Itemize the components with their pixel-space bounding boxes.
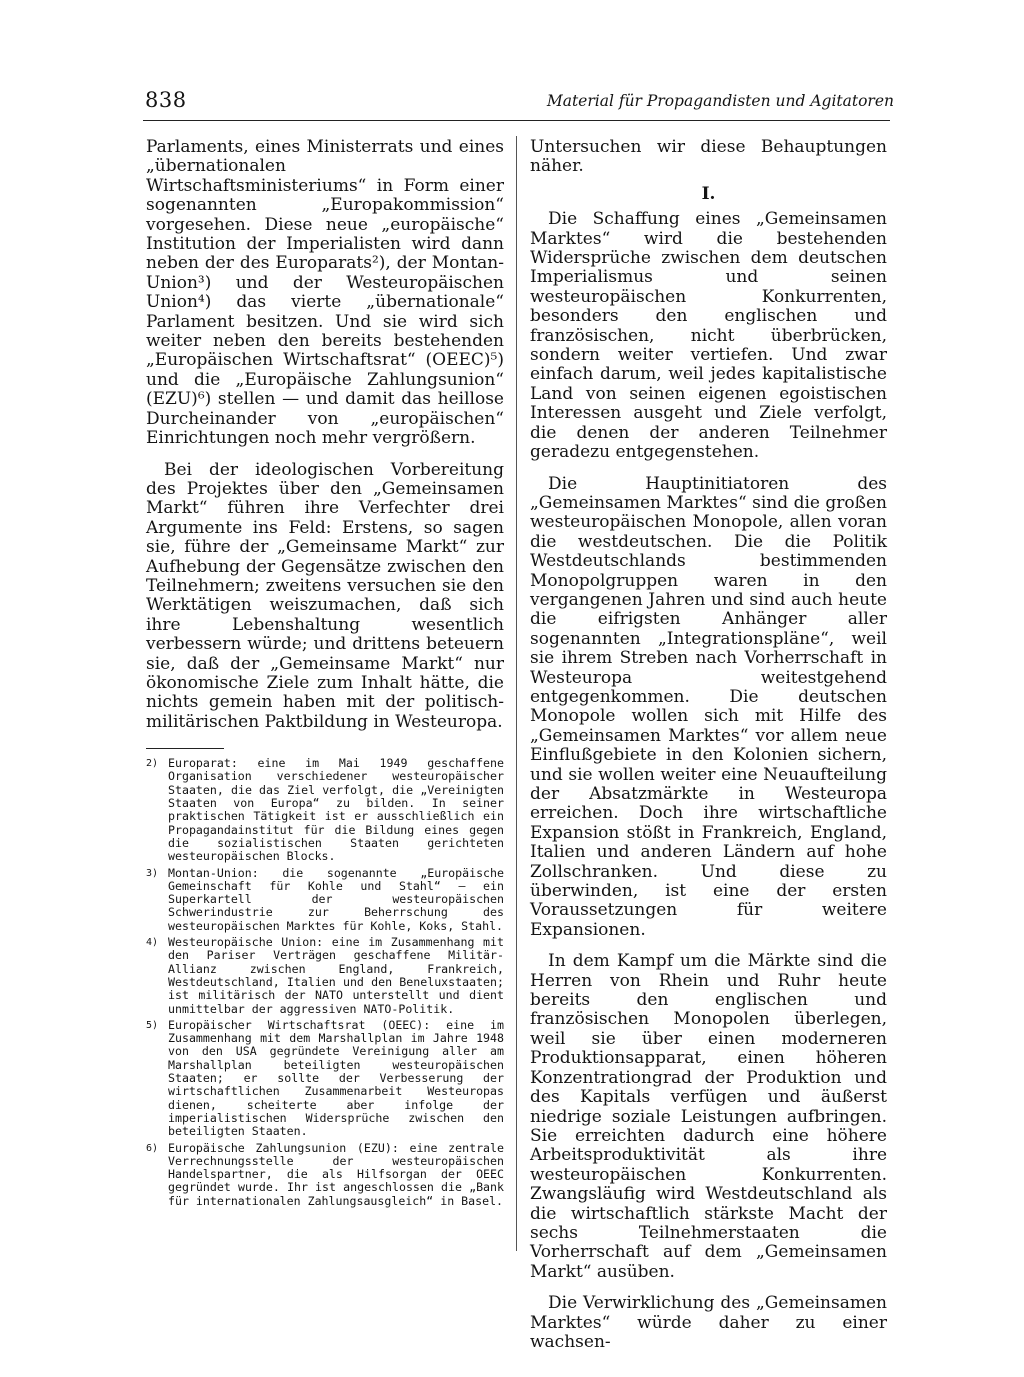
paragraph: Untersuchen wir diese Behauptungen näher.: [530, 137, 887, 177]
footnote: [146, 867, 504, 933]
footnote: [146, 936, 504, 1016]
paragraph: In dem Kampf um die Märkte sind die Herren von Rhein und Ruhr heute bereits den englischen und französischen Monopolen überlegen, weil sie über einen moderneren Produktionsapparat, einen höheren Konzentrationgrad der Produktion und des Kapitals verfügen und äußerst niedrige soziale Leistungen aufbringen. Sie erreichten dadurch eine höhere Arbeitsproduktivität als ihre westeuropäischen Konkurrenten. Zwangsläufig wird Westdeutschland als die wirtschaftlich stärkste Macht der sechs Teilnehmerstaaten die Vorherrschaft auf dem „Gemeinsamen Markt“ ausüben.: [530, 951, 887, 1282]
footnote: [146, 1142, 504, 1208]
footnote-rule: [146, 748, 224, 749]
footnotes: [146, 757, 504, 1208]
page-number: 838: [145, 88, 187, 112]
paragraph: Parlaments, eines Ministerrats und eines „übernationalen Wirtschaftsministeriums“ in Form einer sogenannten „Europakommission“ vorgesehen. Diese neue „europäische“ Institution der Imperialisten wird dann neben der des Europarats²), der Montan-Union³) und der Westeuropäischen Union⁴) das vierte „übernationale“ Parlament besitzen. Und sie wird sich weiter neben den bereits bestehenden „Europäischen Wirtschaftsrat“ (OEEC)⁵) und die „Europäische Zahlungsunion“ (EZU)⁶) stellen — und damit das heillose Durcheinander von „europäischen“ Einrichtungen noch mehr vergrößern.: [146, 137, 504, 449]
footnote-mark: 6): [146, 1142, 159, 1154]
paragraph: Die Schaffung eines „Gemeinsamen Marktes“ wird die bestehenden Widersprüche zwischen dem deutschen Imperialismus und seinen westeuropäischen Konkurrenten, besonders den englischen und französischen, nicht überbrücken, sondern weiter vertiefen. Und zwar einfach darum, weil jedes kapitalistische Land von seinen eigenen egoistischen Interessen ausgeht und Ziele verfolgt, die denen der anderen Teilnehmer geradezu entgegenstehen.: [530, 209, 887, 463]
footnote-text: Europäischer Wirtschaftsrat (OEEC): eine im Zusammenhang mit dem Marshallplan im Jahre 1948 von den USA gegründete Vereinigung aller am Marshallplan beteiligten westeuropäischen Staaten; er sollte der Verbesserung der wirtschaftlichen Zusammenarbeit Westeuropas dienen, scheiterte aber infolge der imperialistischen Widersprüche zwischen den beteiligten Staaten.: [168, 1017, 504, 1139]
running-title: Material für Propagandisten und Agitatoren: [546, 92, 894, 110]
footnote-mark: 3): [146, 867, 159, 879]
left-column: [146, 138, 504, 1211]
column-divider: [516, 136, 517, 1251]
footnote-text: Europarat: eine im Mai 1949 geschaffene Organisation verschiedener westeuropäischer Staaten, die das Ziel verfolgt, die „Vereinigten Staaten von Europa“ zu bilden. In seiner praktischen Tätigkeit ist er ausschließlich ein Propagandainstitut für die Bildung eines gegen die sozialistischen Staaten gerichteten westeuropäischen Blocks.: [168, 756, 504, 864]
paragraph: Bei der ideologischen Vorbereitung des Projektes über den „Gemeinsamen Markt“ führen ihre Verfechter drei Argumente ins Feld: Erstens, so sagen sie, führe der „Gemeinsame Markt“ zur Aufhebung der Gegensätze zwischen den Teilnehmern; zweitens versuchen sie den Werktätigen weiszumachen, daß sich ihre Lebenshaltung wesentlich verbessern würde; und drittens beteuern sie, daß der „Gemeinsame Markt“ nur ökonomische Ziele zum Inhalt hätte, die nichts gemein haben mit der politisch-militärischen Paktbildung in Westeuropa.: [146, 459, 504, 732]
footnote: [146, 757, 504, 863]
footnote-text: Europäische Zahlungsunion (EZU): eine zentrale Verrechnungsstelle der westeuropäischen Handelspartner, die als Hilfsorgan der OEEC gegründet wurde. Ihr ist angeschlossen die „Bank für internationalen Zahlungsausgleich“ in Basel.: [168, 1140, 504, 1208]
paragraph: Die Verwirklichung des „Gemeinsamen Marktes“ würde daher zu einer wachsen-: [530, 1293, 887, 1352]
footnote-mark: 5): [146, 1019, 159, 1031]
footnote-mark: 2): [146, 758, 159, 770]
section-heading: I.: [701, 183, 716, 204]
footnote-text: Westeuropäische Union: eine im Zusammenhang mit den Pariser Verträgen geschaffene Militär-Allianz zwischen England, Frankreich, Westdeutschland, Italien und den Beneluxstaaten; ist militärisch der NATO unterstellt und dient unmittelbar der aggressiven NATO-Politik.: [168, 935, 504, 1016]
header-rule: [143, 120, 890, 121]
footnote: [146, 1019, 504, 1139]
footnote-text: Montan-Union: die sogenannte „Europäische Gemeinschaft für Kohle und Stahl“ — ein Superkartell der westeuropäischen Schwerindustrie zur Beherrschung des westeuropäischen Marktes für Kohle, Koks, Stahl.: [168, 865, 504, 933]
paragraph: Die Hauptinitiatoren des „Gemeinsamen Marktes“ sind die großen westeuropäischen Monopole, allen voran die westdeutschen. Die die Politik Westdeutschlands bestimmenden Monopolgruppen waren in den vergangenen Jahren und sind auch heute die eifrigsten Anhänger aller sogenannten „Integrationspläne“, weil sie ihrem Streben nach Vorherrschaft in Westeuropa weitestgehend entgegenkommen. Die deutschen Monopole wollen sich mit Hilfe des „Gemeinsamen Marktes“ vor allem neue Einflußgebiete in den Kolonien sichern, und sie wollen weiter eine Neuaufteilung der Absatzmärkte in Westeuropa erreichen. Doch ihre wirtschaftliche Expansion stößt in Frankreich, England, Italien und anderen Ländern auf hohe Zollschranken. Und diese zu überwinden, ist eine der ersten Voraussetzungen für weitere Expansionen.: [530, 473, 887, 940]
footnote-mark: 4): [146, 937, 159, 949]
right-column: [530, 138, 887, 1352]
